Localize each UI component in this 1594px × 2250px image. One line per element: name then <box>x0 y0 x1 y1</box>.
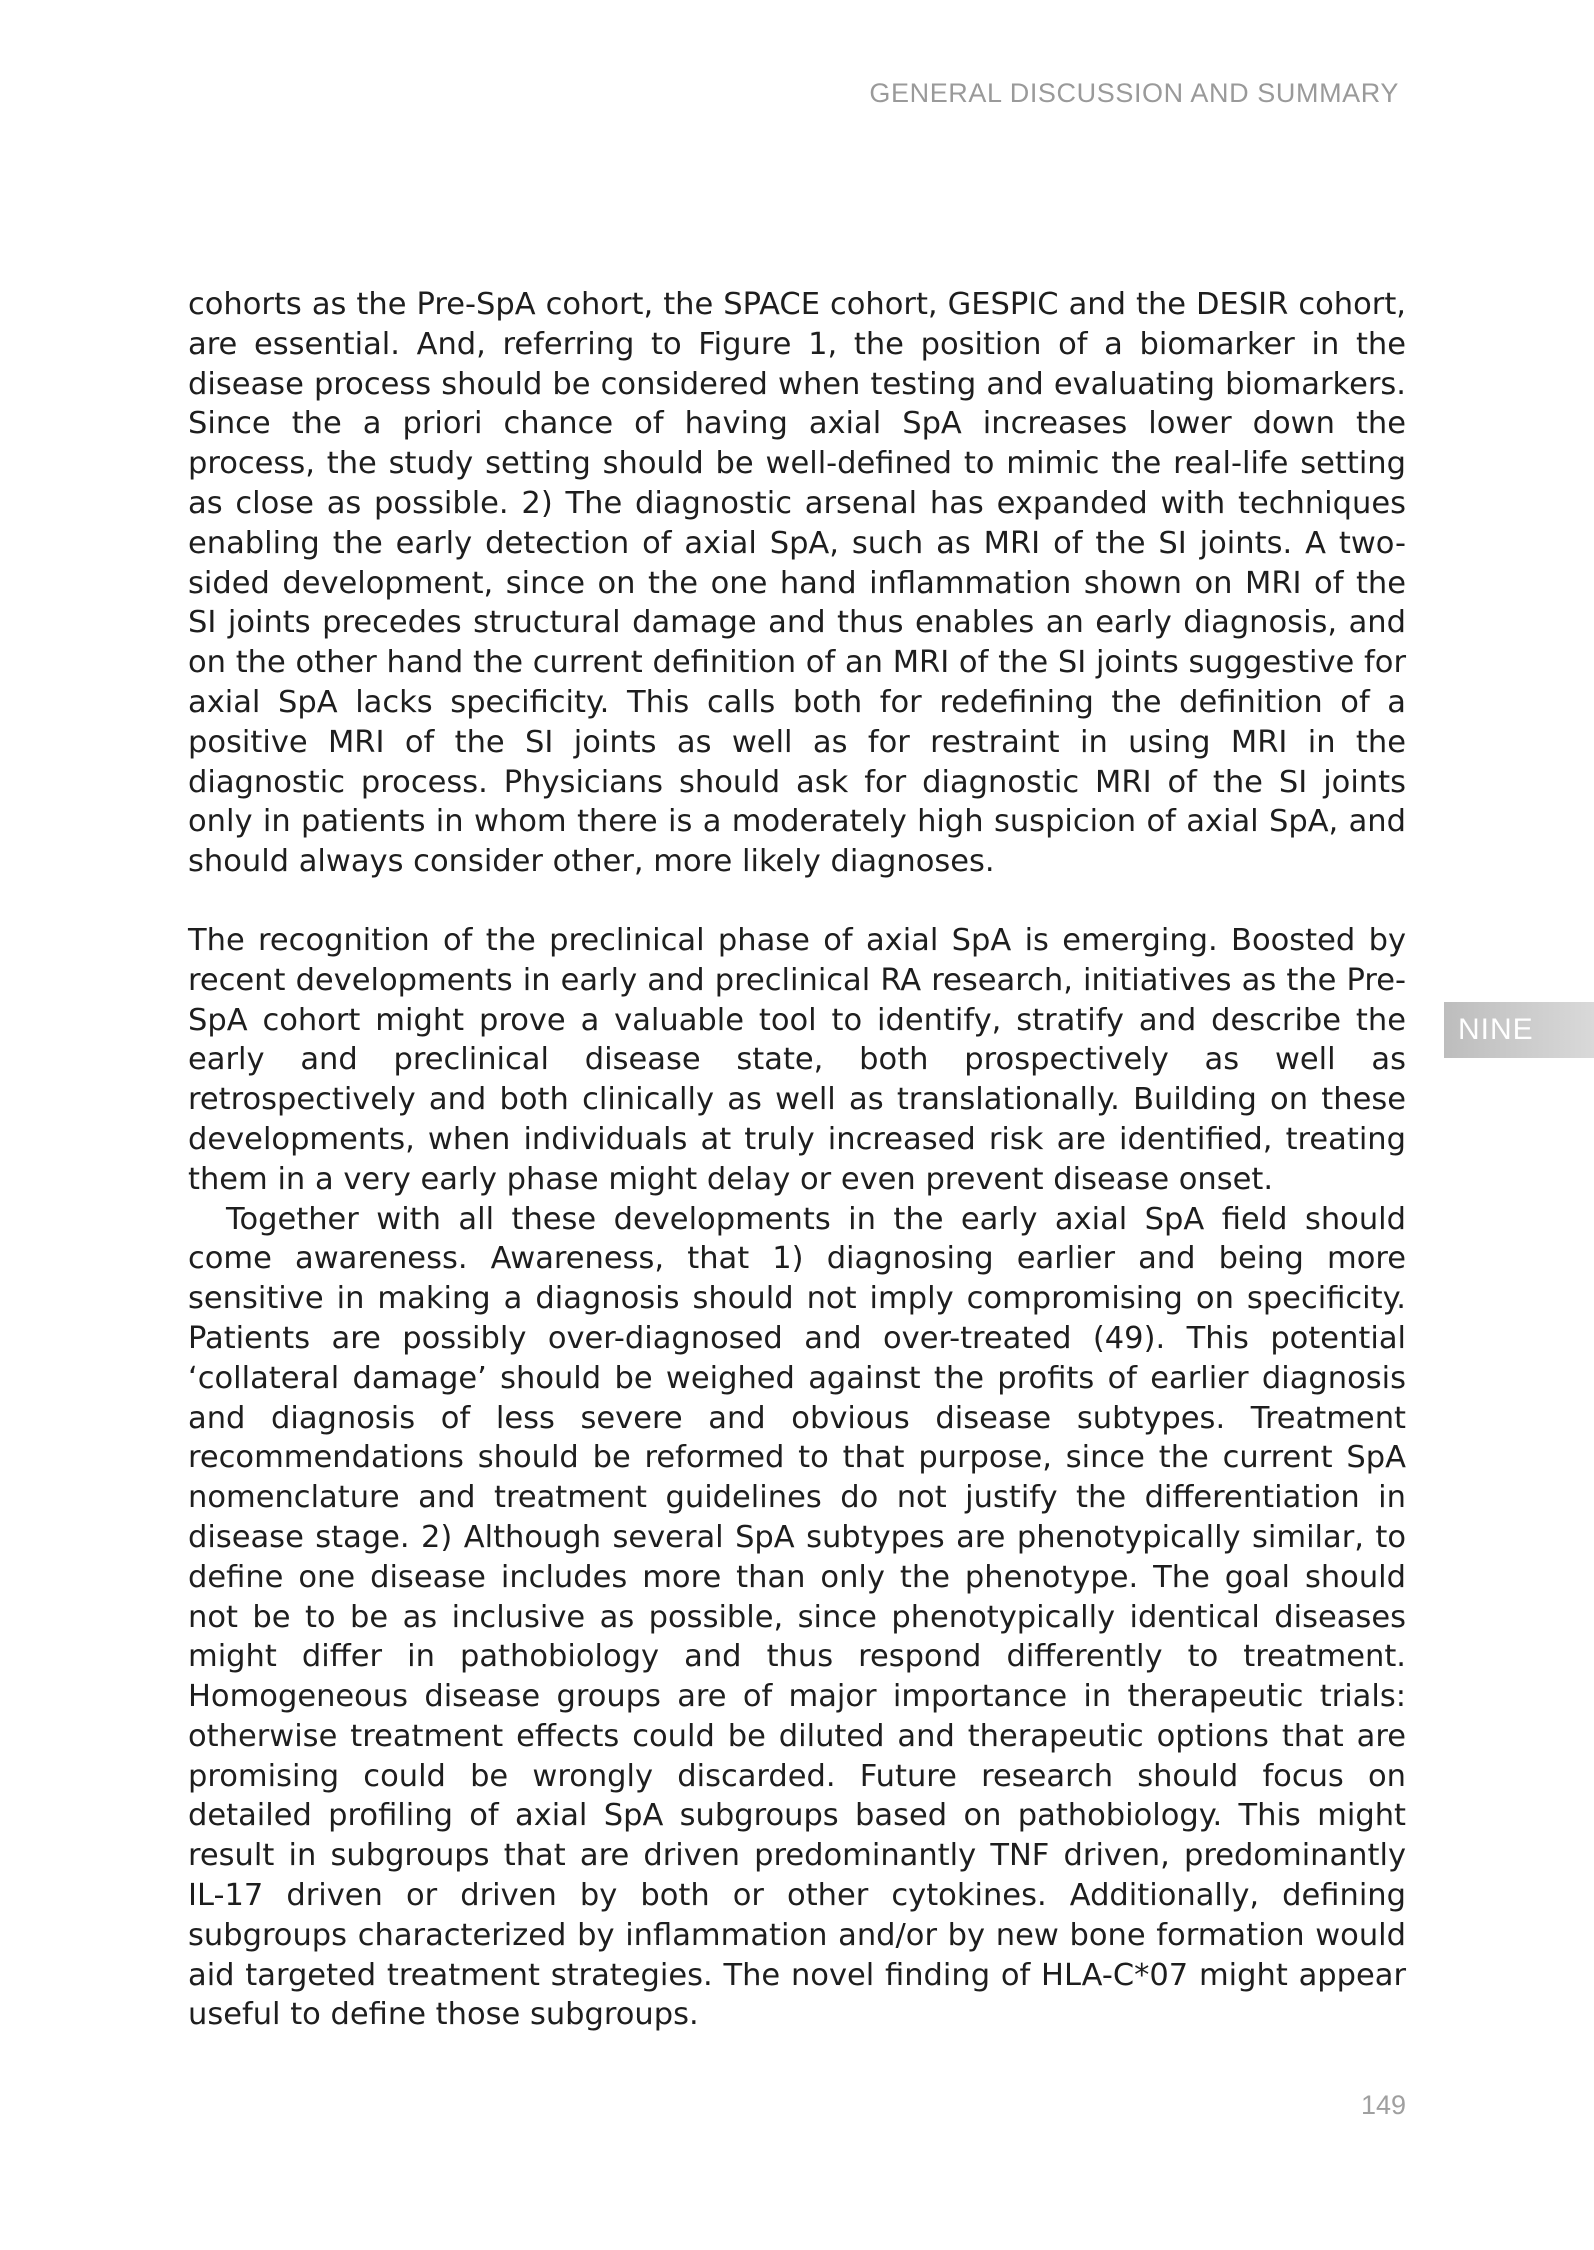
chapter-tab: NINE <box>1444 1002 1594 1058</box>
paragraph-preclinical-phase: The recognition of the preclinical phase of axial SpA is emerging. Boosted by recent developments in early and preclinical RA research, initiatives as the Pre-SpA cohort might prove a valuable tool to identify, stratify and describe the early and preclinical disease state, both prospectively as well as retrospectively and both clinically as well as translationally. Building on these developments, when individuals at truly increased risk are identified, treating them in a very early phase might delay or even prevent disease onset. <box>188 922 1406 1197</box>
running-header: GENERAL DISCUSSION AND SUMMARY <box>869 78 1399 108</box>
body-text <box>188 285 1406 2035</box>
paragraph-diagnostics: cohorts as the Pre-SpA cohort, the SPACE cohort, GESPIC and the DESIR cohort, are essential. And, referring to Figure 1, the position of a biomarker in the disease process should be considered when testing and evaluating biomarkers. Since the a priori chance of having axial SpA increases lower down the process, the study setting should be well-defined to mimic the real-life setting as close as possible. 2) The diagnostic arsenal has expanded with techniques enabling the early detection of axial SpA, such as MRI of the SI joints. A two-sided development, since on the one hand inflammation shown on MRI of the SI joints precedes structural damage and thus enables an early diagnosis, and on the other hand the current definition of an MRI of the SI joints suggestive for axial SpA lacks specificity. This calls both for redefining the definition of a positive MRI of the SI joints as well as for restraint in using MRI in the diagnostic process. Physicians should ask for diagnostic MRI of the SI joints only in patients in whom there is a moderately high suspicion of axial SpA, and should always consider other, more likely diagnoses. <box>188 287 1406 880</box>
paragraph-awareness: Together with all these developments in the early axial SpA field should come awareness. Awareness, that 1) diagnosing earlier and being more sensitive in making a diagnosis should not imply compromising on specificity. Patients are possibly over-diagnosed and over-treated (49). This potential ‘collateral damage’ should be weighed against the profits of earlier diagnosis and diagnosis of less severe and obvious disease subtypes. Treatment recommendations should be reformed to that purpose, since the current SpA nomenclature and treatment guidelines do not justify the differentiation in disease stage. 2) Although several SpA subtypes are phenotypically similar, to define one disease includes more than only the phenotype. The goal should not be to be as inclusive as possible, since phenotypically identical diseases might differ in pathobiology and thus respond differently to treatment. Homogeneous disease groups are of major importance in therapeutic trials: otherwise treatment effects could be diluted and therapeutic options that are promising could be wrongly discarded. Future research should focus on detailed profiling of axial SpA subgroups based on pathobiology. This might result in subgroups that are driven predominantly TNF driven, predominantly IL-17 driven or driven by both or other cytokines. Additionally, defining subgroups characterized by inflammation and/or by new bone formation would aid targeted treatment strategies. The novel finding of HLA-C*07 might appear useful to define those subgroups. <box>188 1201 1406 2033</box>
page-number: 149 <box>1360 2090 1406 2120</box>
